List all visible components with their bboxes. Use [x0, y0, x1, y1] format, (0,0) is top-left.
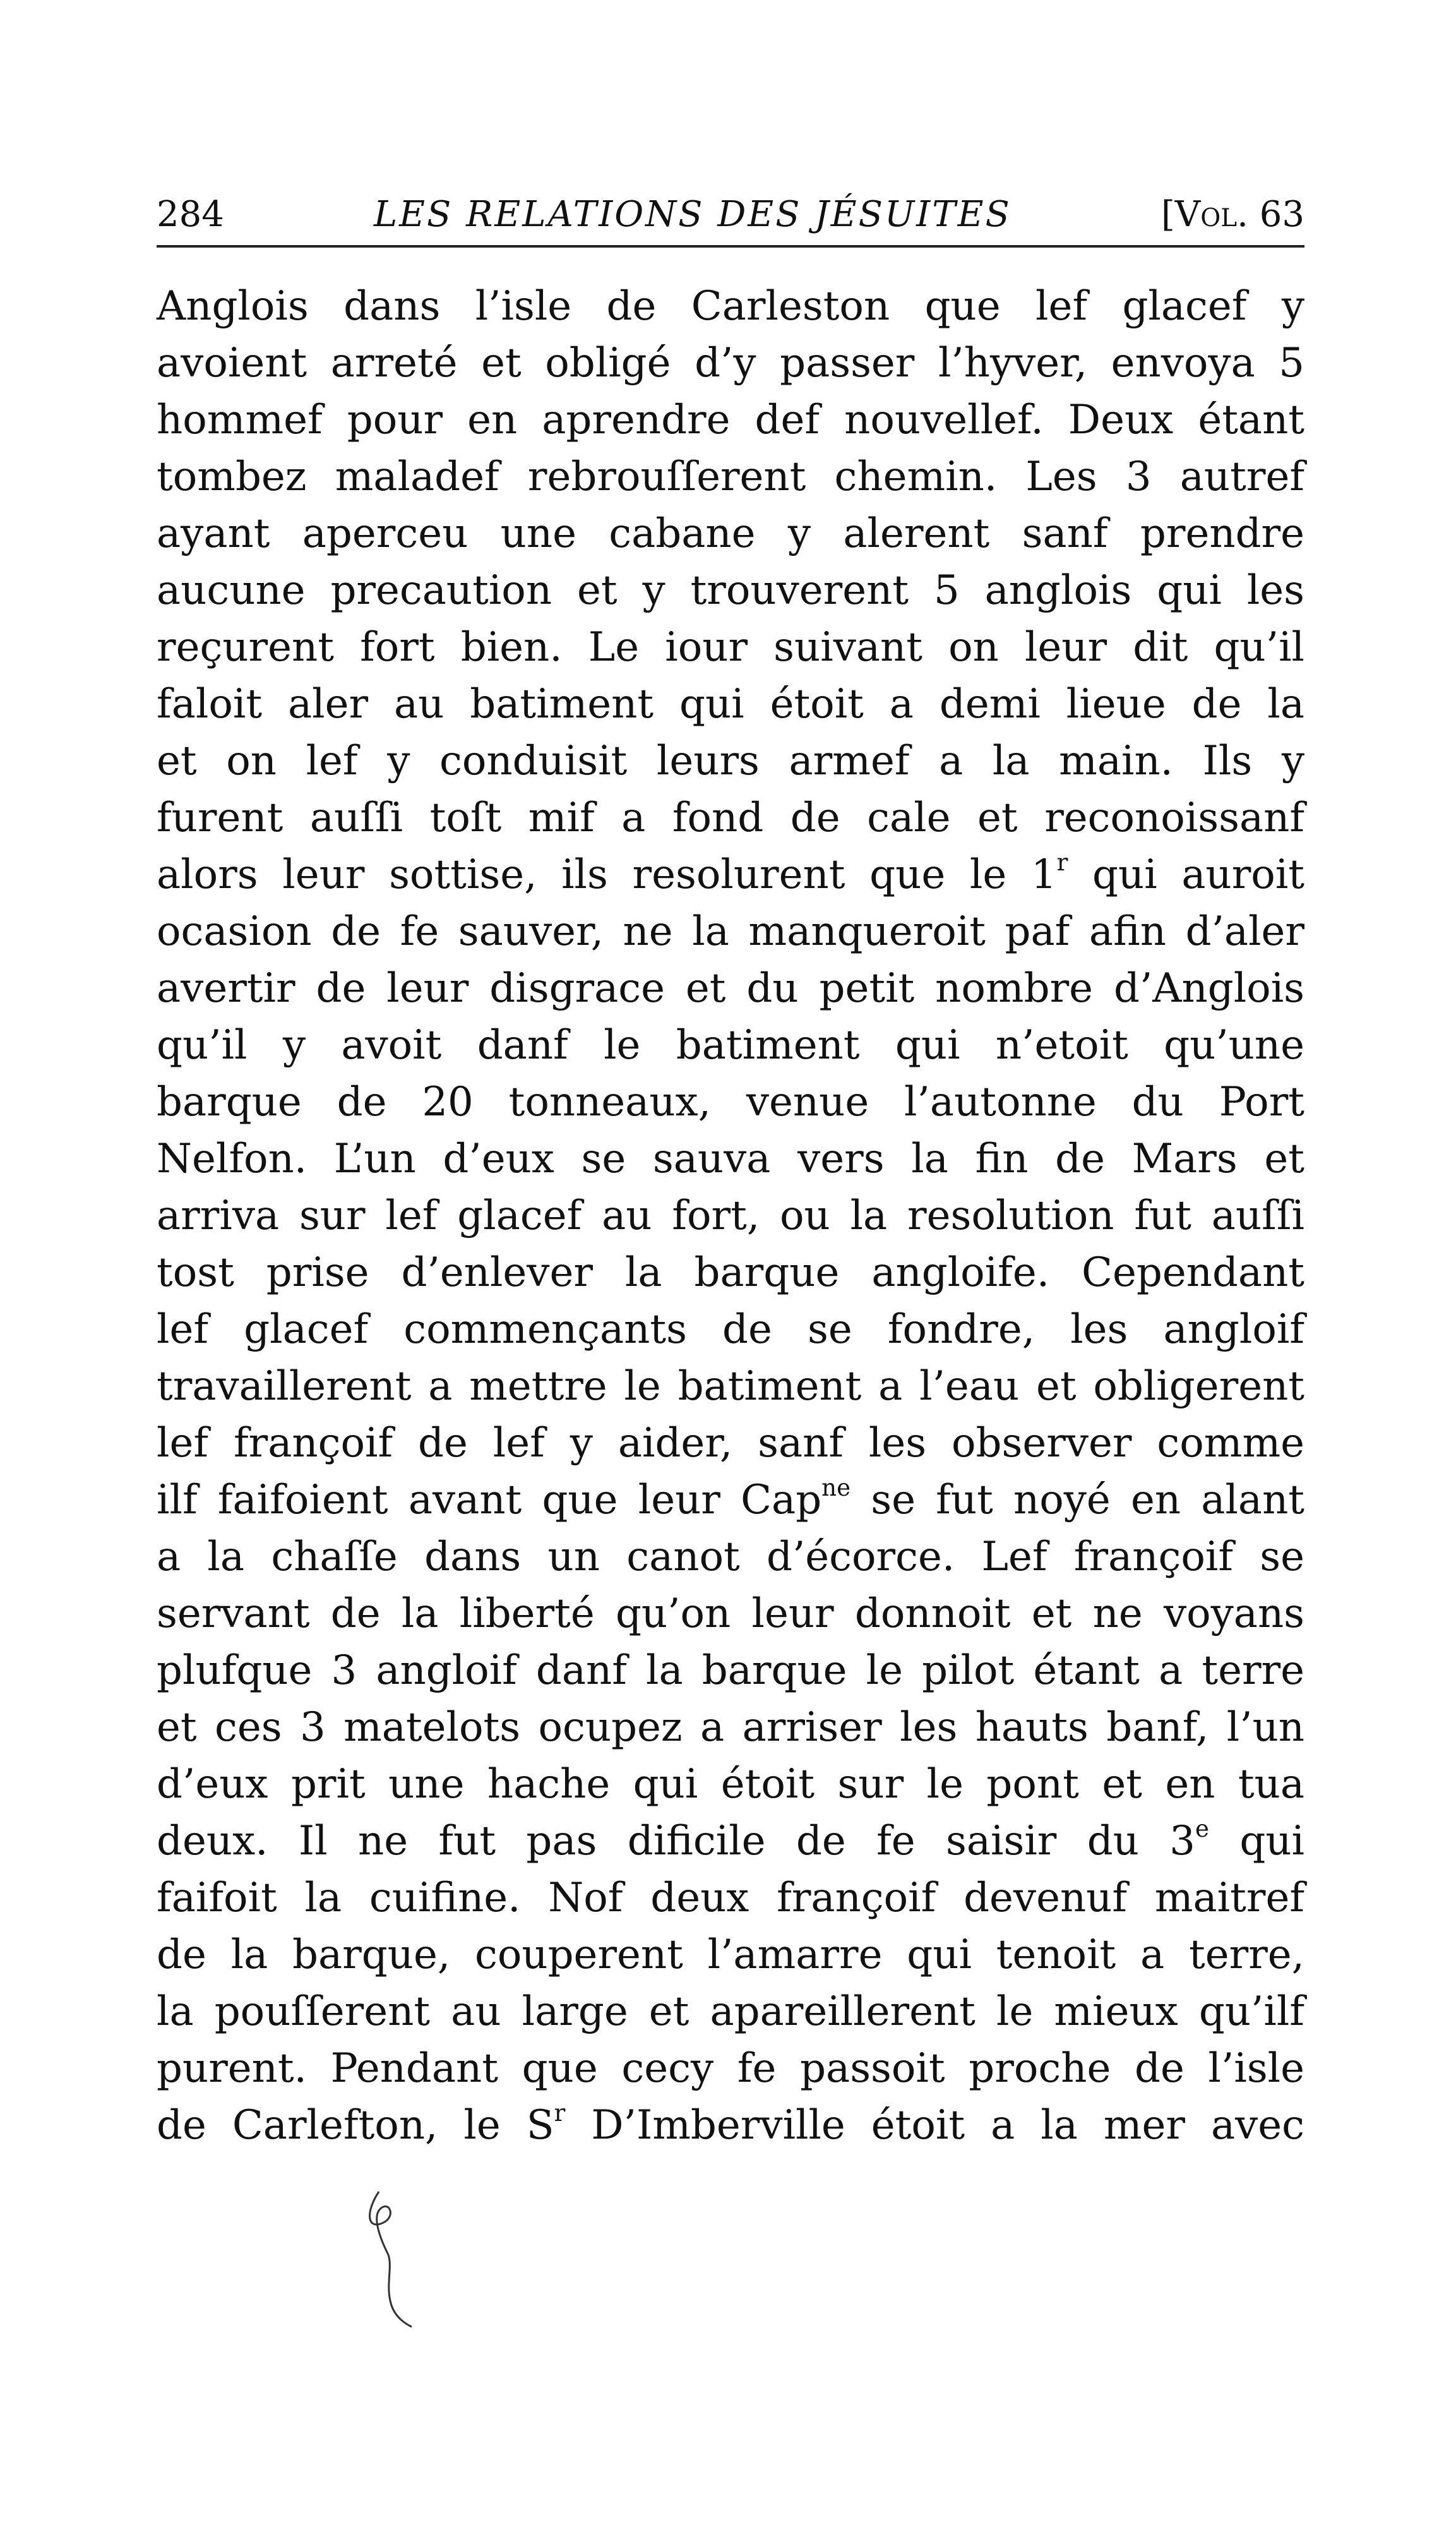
text-line: servant de la liberté qu’on leur donnoit et ne voyans	[157, 1590, 1304, 1637]
superscript: ne	[821, 1474, 851, 1502]
text-line: ocasion de fe sauver, ne la manqueroit paf afin d’aler	[157, 908, 1304, 955]
header-rule	[157, 245, 1304, 248]
text-line: plufque 3 angloif danf la barque le pilot étant a terre	[157, 1647, 1304, 1694]
superscript: e	[1195, 1815, 1209, 1843]
page-number: 284	[157, 194, 224, 235]
text-line: Nelfon. L’un d’eux se sauva vers la fin de Mars et	[157, 1136, 1304, 1182]
text-line: de la barque, couperent l’amarre qui tenoit a terre,	[157, 1931, 1304, 1978]
text-line: arriva sur lef glacef au fort, ou la resolution fut auſſi	[157, 1192, 1304, 1239]
superscript: r	[1056, 849, 1068, 877]
text-line: lef glacef commençants de se fondre, les angloif	[157, 1306, 1304, 1353]
text-line: hommef pour en aprendre def nouvellef. Deux étant	[157, 397, 1304, 443]
text-line: a la chaſſe dans un canot d’écorce. Lef françoif se	[157, 1534, 1304, 1580]
text-line: lef françoif de lef y aider, sanf les observer comme	[157, 1420, 1304, 1467]
text-line: furent auſſi toſt mif a fond de cale et reconoissanf	[157, 795, 1304, 841]
text-line: travaillerent a mettre le batiment a l’eau et obligerent	[157, 1363, 1304, 1410]
text-line: ayant aperceu une cabane y alerent sanf prendre	[157, 510, 1304, 557]
text-line: de Carlefton, le $S^r$ D’Imberville étoit a la mer avec	[157, 2099, 1305, 2149]
text-line: ilf faifoient avant que leur Cap$^{ne}$ se fut noyé en alant	[157, 1474, 1304, 1523]
text-line: aucune precaution et y trouverent 5 anglois qui les	[157, 567, 1304, 614]
text-line: faifoit la cuifine. Nof deux françoif devenuf maitref	[157, 1875, 1304, 1921]
text-line: d’eux prit une hache qui étoit sur le pont et en tua	[157, 1761, 1304, 1808]
text-line: qu’il y avoit danf le batiment qui n’etoit qu’une	[157, 1022, 1304, 1069]
text-line: barque de 20 tonneaux, venue l’autonne du Port	[157, 1079, 1304, 1126]
text-line: tost prise d’enlever la barque angloife. Cependant	[157, 1249, 1304, 1296]
body-text	[157, 278, 1304, 2154]
text-line: purent. Pendant que cecy fe passoit proche de l’isle	[157, 2045, 1304, 2092]
superscript: r	[554, 2099, 566, 2127]
text-line: avoient arreté et obligé d’y passer l’hyver, envoya 5	[157, 340, 1304, 387]
text-line: avertir de leur disgrace et du petit nombre d’Anglois	[157, 965, 1304, 1012]
text-line: Anglois dans l’isle de Carleston que lef glacef y	[157, 283, 1304, 330]
pencil-mark-icon	[354, 2173, 429, 2337]
text-line: deux. Il ne fut pas dificile de fe saisir du 3e qui	[157, 1815, 1305, 1864]
text-line: reçurent fort bien. Le iour suivant on leur dit qu’il	[157, 624, 1304, 671]
running-title: LES RELATIONS DES JÉSUITES	[373, 194, 1011, 235]
text-line: et on lef y conduisit leurs armef a la main. Ils y	[157, 738, 1304, 784]
text-line: et ces 3 matelots ocupez a arriser les hauts banf, l’un	[157, 1704, 1304, 1751]
text-line: la pouſſerent au large et apareillerent le mieux qu’ilf	[157, 1988, 1304, 2035]
text-line: alors leur sottise, ils resolurent que le 1$^r$ qui auroit	[157, 849, 1305, 898]
volume-label: [Vol. 63	[1161, 194, 1304, 235]
text-line: tombez maladef rebrouſſerent chemin. Les 3 autref	[157, 453, 1304, 500]
running-head	[157, 182, 1304, 235]
text-line: faloit aler au batiment qui étoit a demi lieue de la	[157, 681, 1304, 728]
